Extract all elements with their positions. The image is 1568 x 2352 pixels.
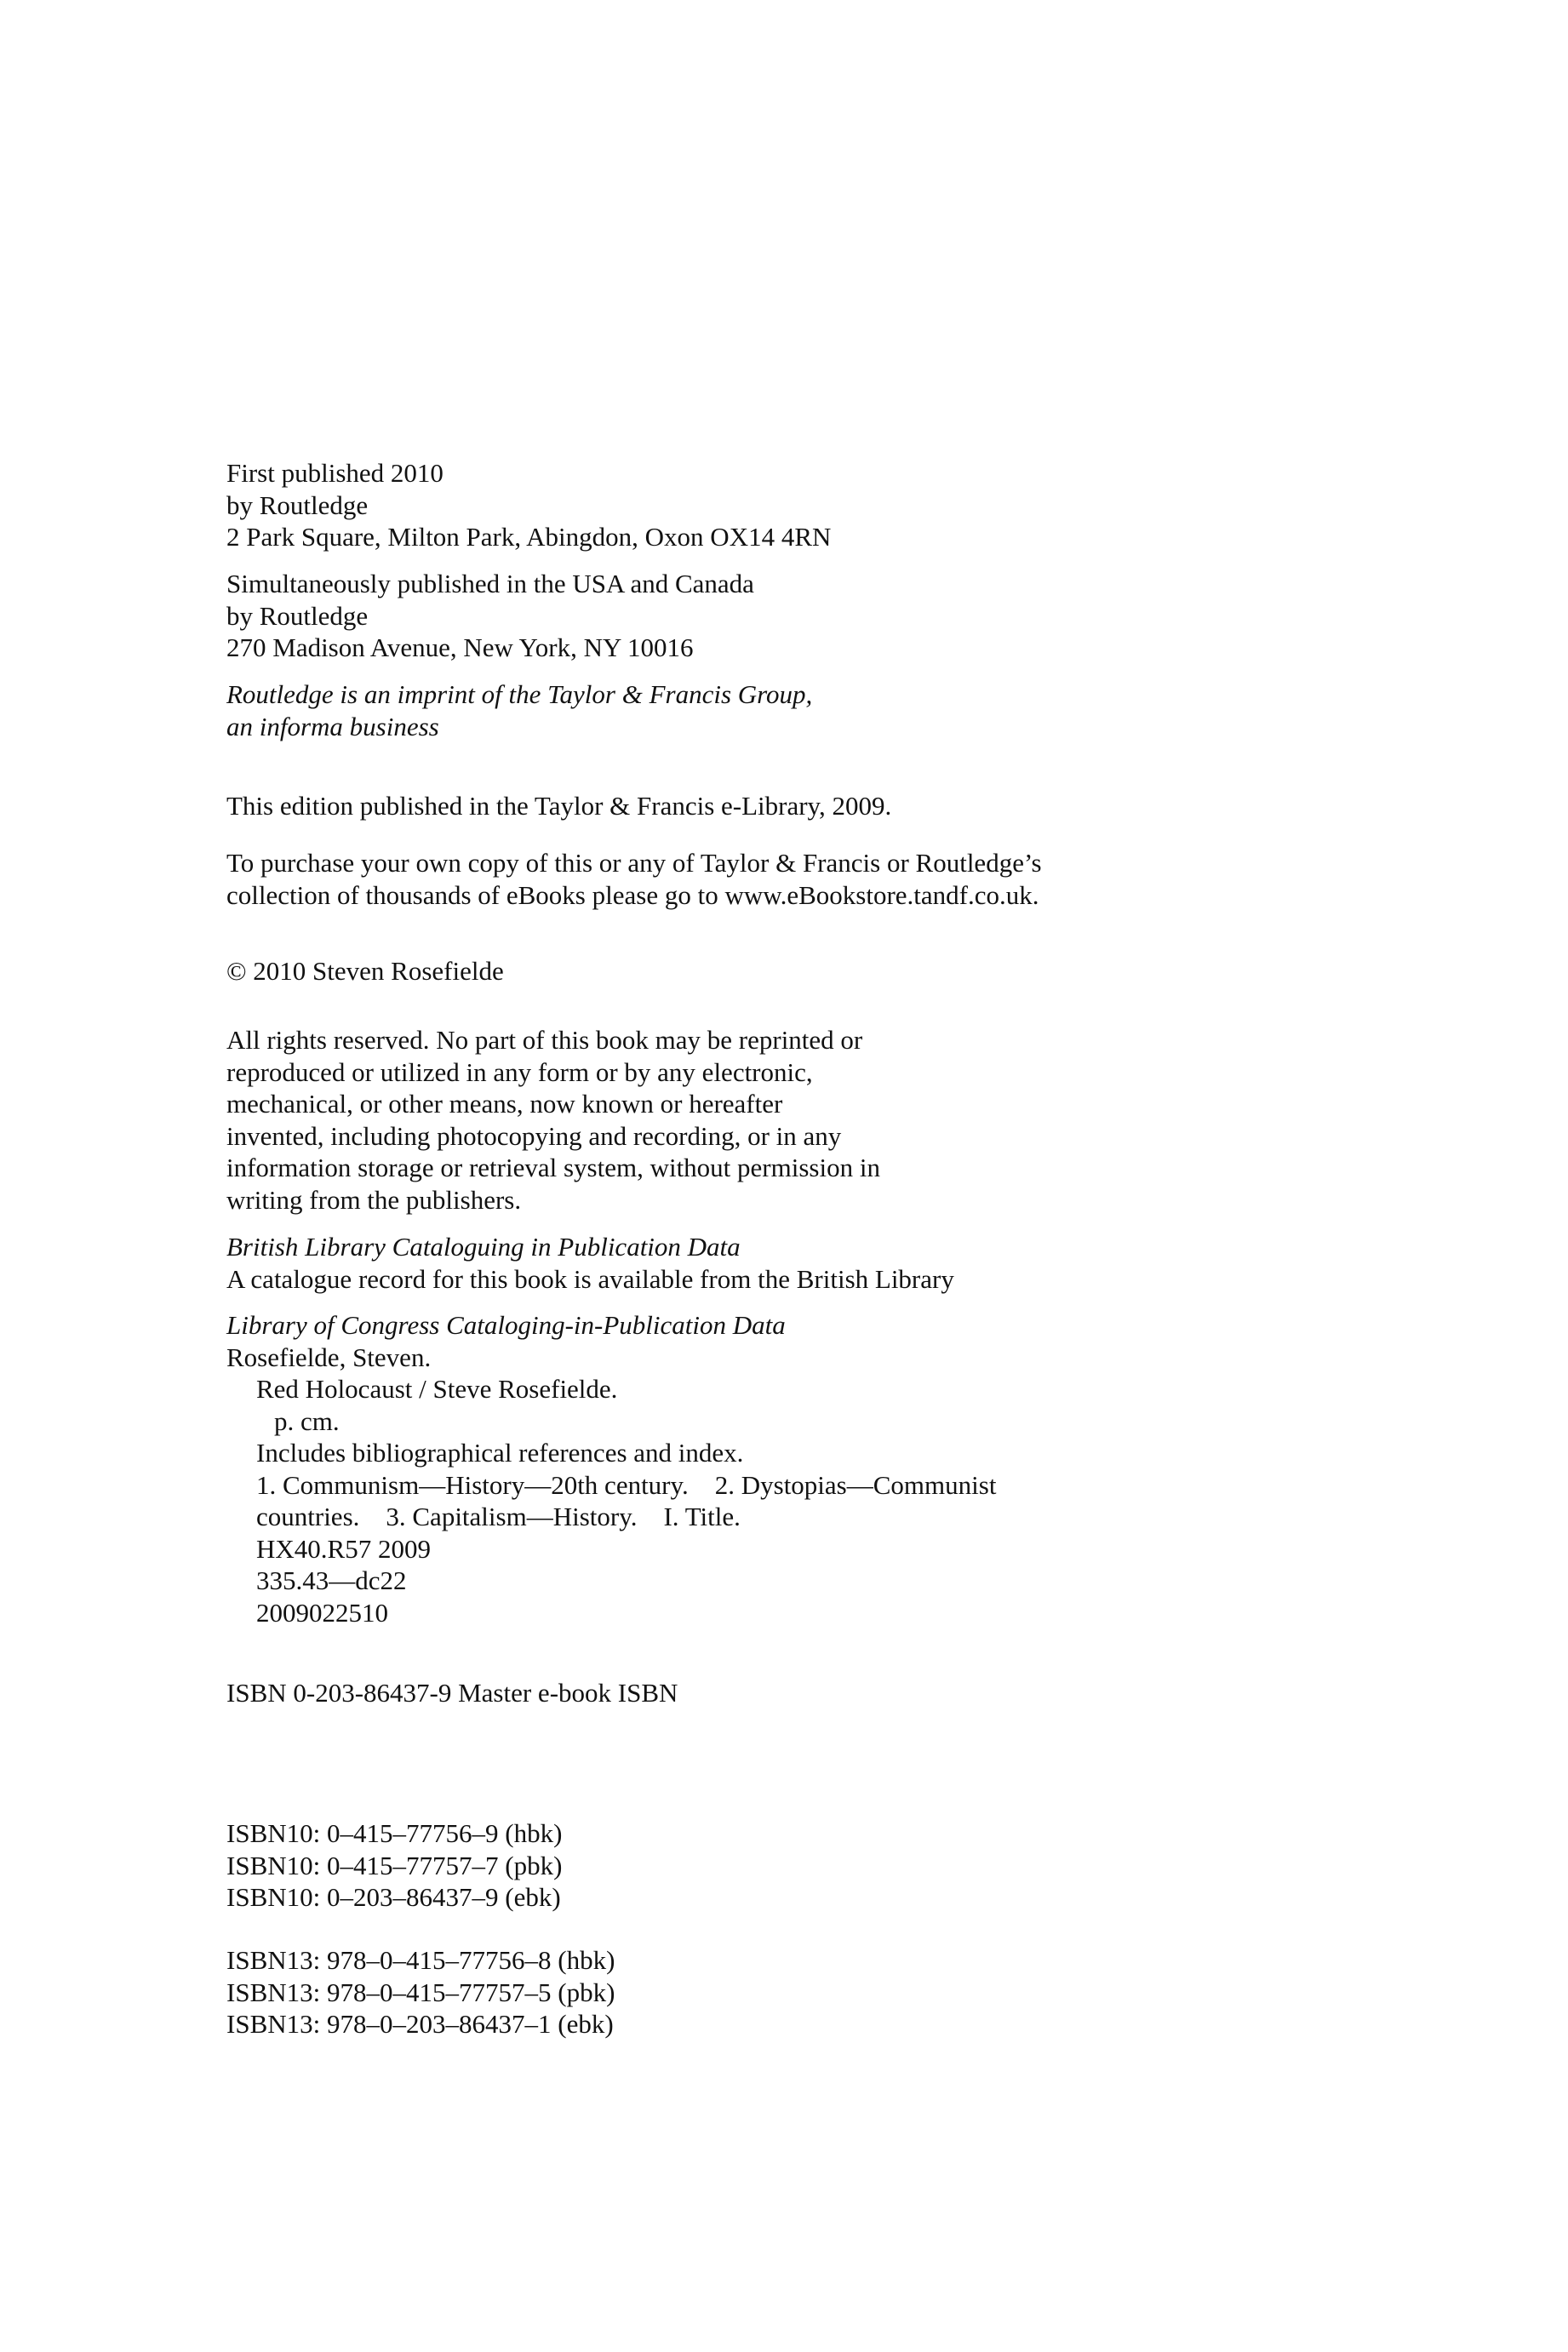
copyright-block	[226, 955, 1418, 987]
usa-address-line: 270 Madison Avenue, New York, NY 10016	[226, 632, 694, 662]
master-isbn-line: ISBN 0-203-86437-9 Master e-book ISBN	[226, 1678, 678, 1708]
loc-cip-block	[226, 1309, 1418, 1628]
rights-line-1: All rights reserved. No part of this book may be reprinted or	[226, 1025, 863, 1055]
isbn10-ebk: ISBN10: 0–203–86437–9 (ebk)	[226, 1882, 561, 1912]
loc-subjects-1: 1. Communism—History—20th century. 2. Dystopias—Communist	[256, 1469, 997, 1500]
imprint-line-1: Routledge is an imprint of the Taylor & Francis Group,	[226, 679, 813, 709]
usa-published-line: Simultaneously published in the USA and Canada	[226, 569, 754, 598]
isbn10-hbk: ISBN10: 0–415–77756–9 (hbk)	[226, 1818, 563, 1848]
rights-line-2: reproduced or utilized in any form or by any electronic,	[226, 1056, 813, 1087]
isbn13-pbk: ISBN13: 978–0–415–77757–5 (pbk)	[226, 1977, 615, 2007]
imprint-line-2: an informa business	[226, 711, 439, 741]
rights-line-5: information storage or retrieval system, without permission in	[226, 1153, 880, 1182]
purchase-block	[226, 847, 1418, 911]
rights-line-3: mechanical, or other means, now known or hereafter	[226, 1089, 783, 1119]
master-isbn-block	[226, 1677, 1418, 1709]
loc-author: Rosefielde, Steven.	[226, 1342, 432, 1372]
british-library-block	[226, 1231, 1418, 1295]
isbn10-block	[226, 1817, 1418, 1914]
publication-block	[226, 457, 1418, 553]
edition-block	[226, 790, 1418, 822]
loc-notes: Includes bibliographical references and index.	[256, 1438, 744, 1468]
first-published-line: First published 2010	[226, 458, 444, 488]
rights-line-6: writing from the publishers.	[226, 1184, 522, 1215]
publisher-address-line: 2 Park Square, Milton Park, Abingdon, Oxon OX14 4RN	[226, 522, 832, 552]
imprint-block	[226, 678, 1418, 742]
usa-publisher-line: by Routledge	[226, 600, 369, 631]
british-library-record: A catalogue record for this book is available from the British Library	[226, 1263, 954, 1294]
copyright-line: © 2010 Steven Rosefielde	[226, 956, 504, 986]
rights-line-4: invented, including photocopying and recording, or in any	[226, 1120, 842, 1151]
usa-publication-block	[226, 568, 1418, 664]
loc-dewey: 335.43—dc22	[256, 1565, 407, 1595]
purchase-line-1: To purchase your own copy of this or any of Taylor & Francis or Routledge’s	[226, 848, 1042, 878]
edition-line: This edition published in the Taylor & Francis e-Library, 2009.	[226, 791, 892, 821]
purchase-line-2: collection of thousands of eBooks please go to www.eBookstore.tandf.co.uk.	[226, 879, 1039, 910]
rights-block	[226, 1024, 1418, 1216]
loc-title: Red Holocaust / Steve Rosefielde.	[256, 1374, 618, 1404]
loc-heading: Library of Congress Cataloging-in-Publication Data	[226, 1310, 786, 1340]
isbn13-hbk: ISBN13: 978–0–415–77756–8 (hbk)	[226, 1945, 615, 1975]
publisher-line: by Routledge	[226, 489, 369, 520]
loc-subjects-2: countries. 3. Capitalism—History. I. Title.	[256, 1502, 741, 1531]
loc-pages: p. cm.	[274, 1405, 340, 1436]
british-library-heading: British Library Cataloguing in Publication Data	[226, 1232, 741, 1262]
isbn10-pbk: ISBN10: 0–415–77757–7 (pbk)	[226, 1850, 563, 1880]
isbn13-block	[226, 1944, 1418, 2040]
loc-call-number: HX40.R57 2009	[256, 1533, 431, 1564]
loc-lccn: 2009022510	[256, 1597, 388, 1628]
isbn13-ebk: ISBN13: 978–0–203–86437–1 (ebk)	[226, 2009, 614, 2039]
